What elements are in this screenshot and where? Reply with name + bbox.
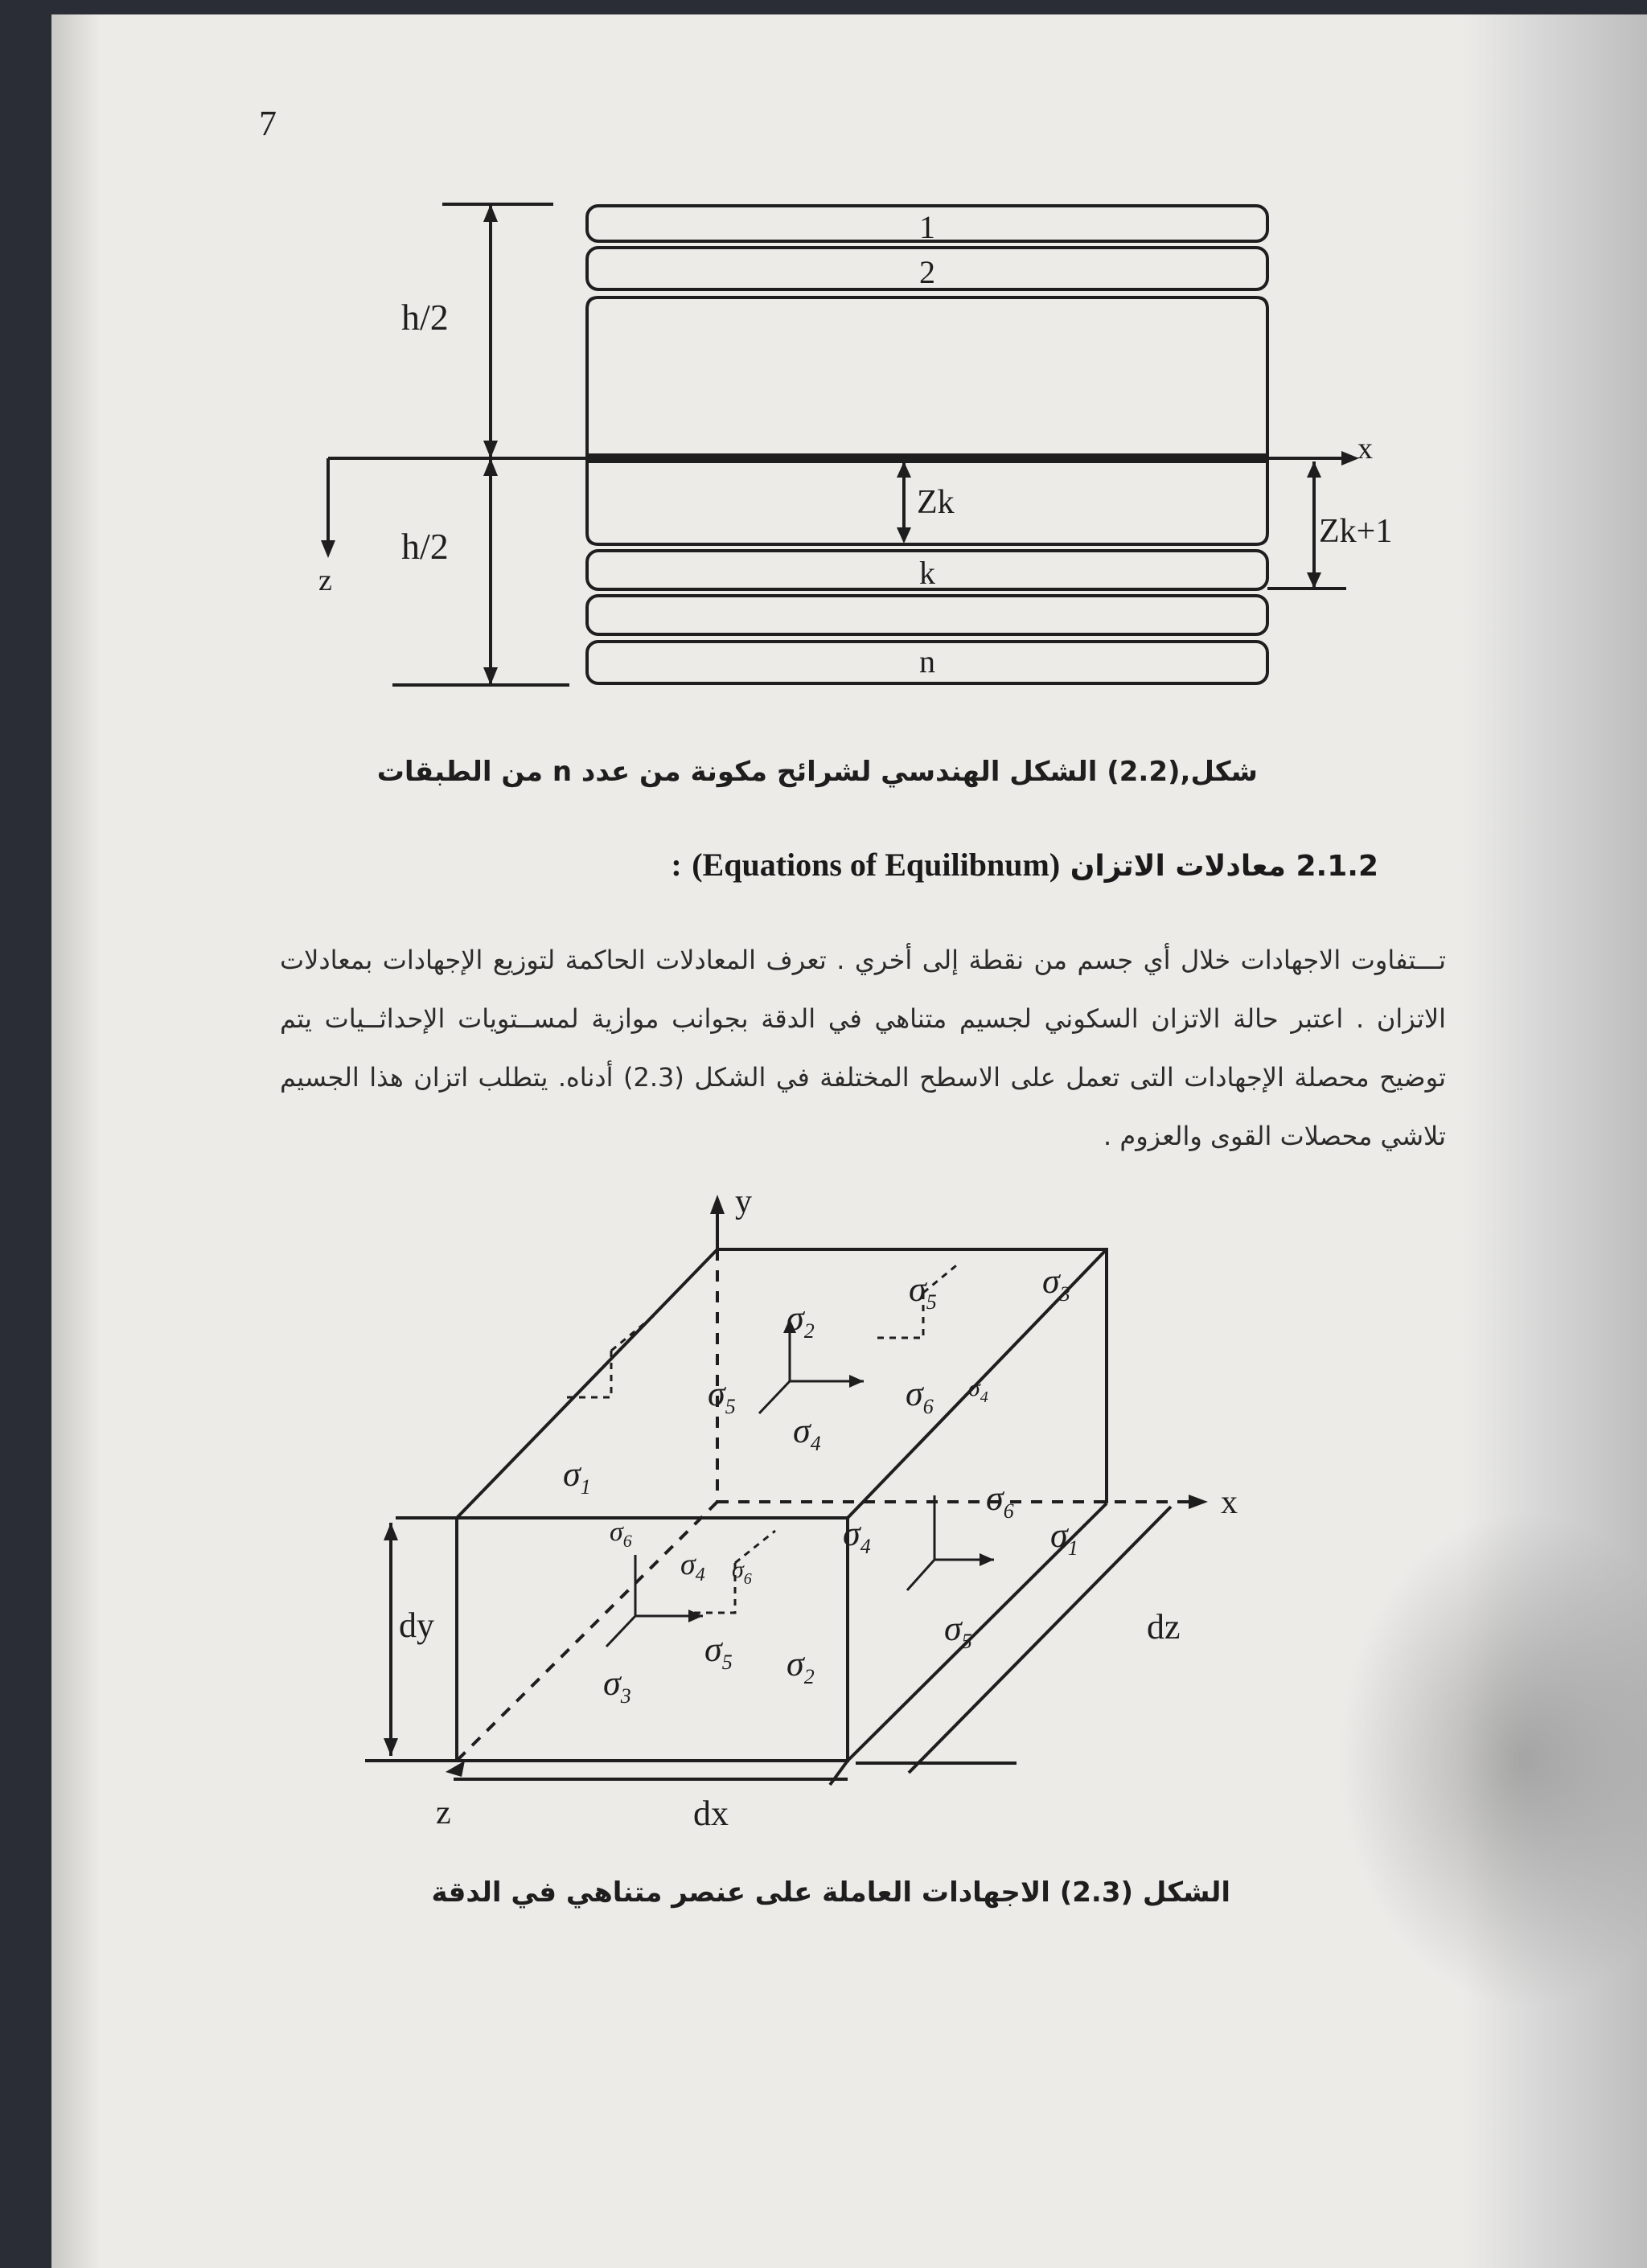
axis-z-label: z	[318, 564, 332, 597]
sigma-4-prime: $\sigma_4$	[793, 1411, 821, 1455]
sigma-4-center: $\sigma_4$	[680, 1548, 705, 1585]
sigma-6-prime-right: $\sigma_6$	[986, 1479, 1014, 1523]
sigma-2-bottom: $\sigma_2$	[787, 1644, 815, 1688]
dimension-dz: dz	[1147, 1607, 1181, 1647]
dimension-dy: dy	[399, 1606, 434, 1645]
sigma-6-center: $\sigma_6$	[732, 1556, 752, 1588]
dimension-top-half: h/2	[401, 297, 449, 338]
figure-2-3-caption: الشكل (2.3) الاجهادات العاملة على عنصر متناهي في الدقة	[431, 1876, 1230, 1909]
section-heading	[671, 846, 1378, 884]
section-heading-colon: :	[671, 847, 682, 883]
sigma-5-top: $\sigma_5$	[909, 1269, 937, 1314]
sigma-3-prime: $\sigma_3$	[603, 1663, 631, 1708]
zk1-label: Zk+1	[1319, 513, 1393, 550]
sigma-4-prime-top: $\sigma_4$	[968, 1375, 988, 1406]
axis-x-label-3d: x	[1221, 1484, 1238, 1521]
sigma-5-mid: $\sigma_5$	[708, 1374, 736, 1418]
sigma-1-left: $\sigma_1$	[563, 1454, 591, 1499]
layer-label-2: 2	[919, 254, 935, 290]
sigma-5-right: $\sigma_5$	[944, 1609, 972, 1653]
axis-y-label: y	[735, 1183, 752, 1220]
layer-label-n: n	[919, 643, 935, 679]
sigma-1-prime: $\sigma_1$	[1050, 1515, 1078, 1560]
axis-z-label-3d: z	[436, 1794, 451, 1831]
sigma-6-left: $\sigma_6$	[610, 1517, 632, 1551]
figure-laminate-layers	[51, 14, 1647, 738]
body-paragraph: تـــتفاوت الاجهادات خلال أي جسم من نقطة إلى أخري . تعرف المعادلات الحاكمة لتوزيع الإجهادات بمعادلات الاتزان . اعتبر حالة الاتزان السكوني لجسيم متناهي في الدقة بجوانب موازية لمســتويات الإحداثــيات يتم توضيح محصلة الإجهادات التى تعمل على الاسطح المختلفة في الشكل (2.3) أدناه. يتطلب اتزان هذا الجسيم تلاشي محصلات القوى والعزوم .	[280, 945, 1447, 1151]
section-number: 2.1.2	[1296, 850, 1378, 883]
sigma-2-prime: $\sigma_2$	[787, 1298, 815, 1343]
zk-label: Zk	[917, 484, 955, 521]
dimension-dx: dx	[693, 1794, 729, 1833]
section-title-english: (Equations of Equilibnum)	[692, 847, 1061, 883]
dimension-bottom-half: h/2	[401, 526, 449, 567]
figure-stress-element	[51, 1172, 1647, 1912]
layer-label-k: k	[919, 555, 935, 591]
book-page	[51, 14, 1647, 2268]
section-title-arabic: معادلات الاتزان	[1070, 850, 1286, 883]
layer-label-1: 1	[919, 209, 935, 245]
page-number: 7	[259, 104, 277, 143]
sigma-4-front: $\sigma_4$	[843, 1514, 871, 1558]
sigma-5-front: $\sigma_5$	[704, 1630, 733, 1674]
axis-x-label: x	[1357, 432, 1373, 465]
figure-2-2-caption: شكل,(2.2) الشكل الهندسي لشرائح مكونة من عدد n من الطبقات	[376, 756, 1258, 788]
sigma-3-top: $\sigma_3$	[1042, 1261, 1070, 1306]
sigma-6-prime-top: $\sigma_6$	[906, 1374, 934, 1418]
